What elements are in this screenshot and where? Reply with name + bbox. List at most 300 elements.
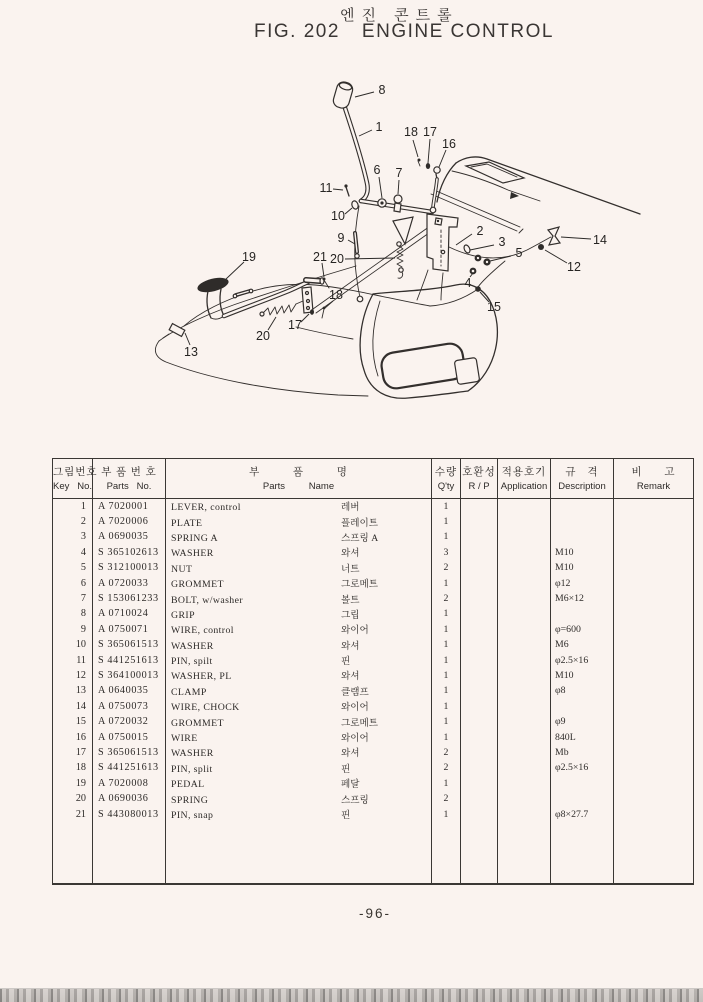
table-row xyxy=(53,575,694,590)
cell-parts-no: A 7020008 xyxy=(93,776,166,791)
callout-number-8: 8 xyxy=(378,83,386,97)
page-title-korean: 엔진 콘트롤 xyxy=(340,7,459,24)
cell-parts-name xyxy=(166,745,432,760)
cell-description xyxy=(551,699,614,714)
cell-key-no: 19 xyxy=(53,776,93,791)
callout-number-18: 18 xyxy=(329,288,343,302)
cell-parts-name xyxy=(166,622,432,637)
cell-application xyxy=(498,545,551,560)
leader-line-1 xyxy=(359,130,372,136)
cell-remark xyxy=(614,545,694,560)
table-row xyxy=(53,499,694,514)
cell-parts-no: A 0750015 xyxy=(93,729,166,744)
cell-application xyxy=(498,745,551,760)
cell-rp xyxy=(461,760,498,775)
cell-parts-name xyxy=(166,714,432,729)
cell-parts-no: A 0750073 xyxy=(93,699,166,714)
leader-line-19 xyxy=(226,262,244,279)
right-cable xyxy=(430,227,560,306)
leader-line-18 xyxy=(413,140,418,157)
parts-name-korean: 페달 xyxy=(341,779,360,791)
cell-parts-no: S 441251613 xyxy=(93,760,166,775)
parts-name-korean: 그로메트 xyxy=(341,579,379,591)
table-row xyxy=(53,514,694,529)
cell-qty: 1 xyxy=(432,668,461,683)
parts-name-english: CLAMP xyxy=(171,686,207,698)
table-row xyxy=(53,683,694,698)
cell-rp xyxy=(461,745,498,760)
cell-remark xyxy=(614,575,694,590)
leader-line-17 xyxy=(428,139,430,163)
cell-parts-no: A 7020001 xyxy=(93,499,166,514)
cell-description xyxy=(551,514,614,529)
callout-number-20: 20 xyxy=(330,252,344,266)
cell-qty: 2 xyxy=(432,791,461,806)
cell-qty: 1 xyxy=(432,652,461,667)
cell-key-no: 13 xyxy=(53,683,93,698)
cell-parts-name xyxy=(166,806,432,821)
table-row xyxy=(53,760,694,775)
cell-key-no: 2 xyxy=(53,514,93,529)
cell-qty: 1 xyxy=(432,806,461,821)
cell-application xyxy=(498,729,551,744)
callout-number-9: 9 xyxy=(337,231,345,245)
cell-qty: 1 xyxy=(432,714,461,729)
cell-parts-no: S 312100013 xyxy=(93,560,166,575)
cell-rp xyxy=(461,591,498,606)
leader-line-6 xyxy=(379,177,382,198)
cell-parts-name xyxy=(166,683,432,698)
cell-remark xyxy=(614,714,694,729)
parts-name-korean: 와셔 xyxy=(341,748,360,760)
callout-number-20: 20 xyxy=(256,329,270,343)
callout-number-6: 6 xyxy=(373,163,381,177)
parts-name-english: GRIP xyxy=(171,609,195,621)
cell-application xyxy=(498,791,551,806)
cell-description: φ9 xyxy=(551,714,614,729)
table-row xyxy=(53,560,694,575)
cell-parts-name xyxy=(166,514,432,529)
cell-qty: 1 xyxy=(432,499,461,514)
cell-key-no: 12 xyxy=(53,668,93,683)
table-row xyxy=(53,776,694,791)
cell-key-no: 6 xyxy=(53,575,93,590)
mounting-bracket xyxy=(427,214,458,271)
cell-remark xyxy=(614,760,694,775)
parts-name-korean: 플레이트 xyxy=(341,517,379,529)
lever-grip xyxy=(332,80,355,109)
table-row xyxy=(53,529,694,544)
cell-remark xyxy=(614,745,694,760)
col-header-parts-name: 부 품 명 Parts Name xyxy=(166,459,432,499)
cell-qty: 1 xyxy=(432,622,461,637)
cell-application xyxy=(498,760,551,775)
cell-application xyxy=(498,606,551,621)
scan-artifact-band xyxy=(0,988,703,1002)
table-row xyxy=(53,637,694,652)
cell-rp xyxy=(461,729,498,744)
leader-line-2 xyxy=(456,234,472,245)
cell-application xyxy=(498,652,551,667)
cell-qty: 2 xyxy=(432,560,461,575)
leader-line-11 xyxy=(333,189,343,190)
col-header-rp: 호환성 R / P xyxy=(461,459,498,499)
cell-parts-name xyxy=(166,776,432,791)
leader-line-18 xyxy=(325,301,333,308)
parts-name-korean: 너트 xyxy=(341,563,360,575)
parts-name-english: SPRING A xyxy=(171,532,219,544)
cell-parts-name xyxy=(166,575,432,590)
cell-rp xyxy=(461,668,498,683)
parts-name-english: WASHER xyxy=(171,640,214,652)
parts-name-korean: 레버 xyxy=(341,502,360,514)
parts-name-english: NUT xyxy=(171,563,193,575)
cell-parts-name xyxy=(166,529,432,544)
parts-name-korean: 와이어 xyxy=(341,733,369,745)
table-row xyxy=(53,729,694,744)
pedal-assembly xyxy=(196,275,329,319)
cell-parts-no: A 0710024 xyxy=(93,606,166,621)
cell-qty: 1 xyxy=(432,699,461,714)
parts-name-korean: 핀 xyxy=(341,810,351,821)
cell-rp xyxy=(461,714,498,729)
table-row xyxy=(53,714,694,729)
cell-remark xyxy=(614,668,694,683)
figure-label: FIG. 202 xyxy=(254,21,340,42)
leader-line-16 xyxy=(439,150,446,167)
callout-number-15: 15 xyxy=(487,300,501,314)
cell-rp xyxy=(461,806,498,821)
cell-description: 840L xyxy=(551,729,614,744)
cell-qty: 2 xyxy=(432,745,461,760)
figure-title: ENGINE CONTROL xyxy=(361,21,554,42)
cell-application xyxy=(498,637,551,652)
cell-qty: 1 xyxy=(432,776,461,791)
cell-parts-no: A 0720033 xyxy=(93,575,166,590)
leader-line-13 xyxy=(185,333,190,345)
cell-application xyxy=(498,622,551,637)
cell-description: φ8 xyxy=(551,683,614,698)
center-spring xyxy=(397,242,403,278)
cell-application xyxy=(498,575,551,590)
cell-parts-no: S 365061513 xyxy=(93,637,166,652)
parts-name-korean: 와이어 xyxy=(341,702,369,714)
cell-parts-name xyxy=(166,729,432,744)
cell-key-no: 11 xyxy=(53,652,93,667)
cell-key-no: 5 xyxy=(53,560,93,575)
parts-name-english: WASHER, PL xyxy=(171,671,232,683)
parts-name-english: WASHER xyxy=(171,748,214,760)
cell-application xyxy=(498,668,551,683)
cell-remark xyxy=(614,514,694,529)
cell-key-no: 20 xyxy=(53,791,93,806)
cell-parts-no: S 153061233 xyxy=(93,591,166,606)
cell-qty: 1 xyxy=(432,606,461,621)
parts-name-korean: 와이어 xyxy=(341,625,369,637)
cell-parts-no: A 0750071 xyxy=(93,622,166,637)
parts-name-korean: 볼트 xyxy=(341,594,360,606)
callout-number-1: 1 xyxy=(375,120,383,134)
parts-name-korean: 와셔 xyxy=(341,640,360,652)
cell-parts-name xyxy=(166,606,432,621)
cell-remark xyxy=(614,683,694,698)
page-number: -96- xyxy=(358,906,391,921)
cell-parts-no: S 365102613 xyxy=(93,545,166,560)
cell-rp xyxy=(461,652,498,667)
callout-number-3: 3 xyxy=(498,235,506,249)
cell-parts-no: S 365061513 xyxy=(93,745,166,760)
leader-line-7 xyxy=(398,180,399,194)
parts-name-english: WIRE, CHOCK xyxy=(171,702,240,714)
cell-qty: 1 xyxy=(432,514,461,529)
parts-name-english: PLATE xyxy=(171,517,203,529)
table-empty-space xyxy=(53,822,694,884)
cell-application xyxy=(498,529,551,544)
cell-qty: 3 xyxy=(432,545,461,560)
parts-name-korean: 클램프 xyxy=(341,686,369,698)
cell-application xyxy=(498,806,551,821)
cell-parts-no: A 0720032 xyxy=(93,714,166,729)
parts-name-english: PEDAL xyxy=(171,779,205,791)
cell-key-no: 10 xyxy=(53,637,93,652)
cell-key-no: 7 xyxy=(53,591,93,606)
cell-remark xyxy=(614,499,694,514)
cell-parts-no: A 0690036 xyxy=(93,791,166,806)
cell-rp xyxy=(461,699,498,714)
cell-key-no: 1 xyxy=(53,499,93,514)
table-header-row xyxy=(53,459,694,499)
callout-number-17: 17 xyxy=(288,318,302,332)
cell-remark xyxy=(614,652,694,667)
cell-remark xyxy=(614,529,694,544)
cell-remark xyxy=(614,591,694,606)
callout-number-16: 16 xyxy=(442,137,456,151)
cell-key-no: 8 xyxy=(53,606,93,621)
leader-line-12 xyxy=(545,250,567,263)
parts-table-body xyxy=(53,499,694,884)
table-row xyxy=(53,591,694,606)
callout-number-18: 18 xyxy=(404,125,418,139)
cell-key-no: 21 xyxy=(53,806,93,821)
cell-parts-no: A 0640035 xyxy=(93,683,166,698)
parts-name-english: PIN, snap xyxy=(171,810,214,821)
leader-line-21 xyxy=(322,263,324,277)
cell-remark xyxy=(614,806,694,821)
cell-description: φ2.5×16 xyxy=(551,652,614,667)
col-header-remark: 비 고 Remark xyxy=(614,459,694,499)
parts-name-korean: 핀 xyxy=(341,763,351,775)
col-header-description: 규 격 Description xyxy=(551,459,614,499)
col-header-application: 적용호기 Application xyxy=(498,459,551,499)
cell-parts-name xyxy=(166,652,432,667)
cell-remark xyxy=(614,699,694,714)
cell-parts-name xyxy=(166,560,432,575)
cell-description: M6 xyxy=(551,637,614,652)
cell-rp xyxy=(461,560,498,575)
cell-qty: 1 xyxy=(432,575,461,590)
parts-name-english: GROMMET xyxy=(171,717,224,729)
cell-key-no: 17 xyxy=(53,745,93,760)
cell-key-no: 15 xyxy=(53,714,93,729)
cell-key-no: 4 xyxy=(53,545,93,560)
cell-rp xyxy=(461,791,498,806)
cell-description xyxy=(551,529,614,544)
cell-application xyxy=(498,514,551,529)
parts-name-korean: 와셔 xyxy=(341,671,360,683)
cell-application xyxy=(498,699,551,714)
cell-parts-name xyxy=(166,545,432,560)
cell-remark xyxy=(614,729,694,744)
cell-key-no: 16 xyxy=(53,729,93,744)
table-row xyxy=(53,699,694,714)
col-header-key-no: 그림번호 Key No. xyxy=(53,459,93,499)
cell-application xyxy=(498,560,551,575)
table-row xyxy=(53,652,694,667)
callout-number-11: 11 xyxy=(319,181,333,195)
parts-name-english: GROMMET xyxy=(171,579,224,591)
cell-parts-name xyxy=(166,668,432,683)
cell-parts-name xyxy=(166,499,432,514)
leader-line-20 xyxy=(345,258,395,259)
cell-parts-no: A 0690035 xyxy=(93,529,166,544)
cell-remark xyxy=(614,606,694,621)
cell-rp xyxy=(461,637,498,652)
cell-parts-no: S 364100013 xyxy=(93,668,166,683)
cell-rp xyxy=(461,514,498,529)
table-row xyxy=(53,606,694,621)
cell-description: M10 xyxy=(551,545,614,560)
cell-parts-no: S 443080013 xyxy=(93,806,166,821)
cell-description: M10 xyxy=(551,668,614,683)
callout-number-10: 10 xyxy=(331,209,345,223)
callout-number-7: 7 xyxy=(395,166,403,180)
cell-description: Mb xyxy=(551,745,614,760)
cell-remark xyxy=(614,776,694,791)
cell-key-no: 14 xyxy=(53,699,93,714)
callout-number-17: 17 xyxy=(423,125,437,139)
cell-remark xyxy=(614,637,694,652)
cell-parts-name xyxy=(166,760,432,775)
cell-description xyxy=(551,499,614,514)
cell-qty: 1 xyxy=(432,529,461,544)
parts-name-english: WASHER xyxy=(171,548,214,560)
cell-rp xyxy=(461,683,498,698)
cell-application xyxy=(498,776,551,791)
table-row xyxy=(53,622,694,637)
callout-number-21: 21 xyxy=(313,250,327,264)
parts-name-english: PIN, split xyxy=(171,763,213,775)
cell-rp xyxy=(461,499,498,514)
cell-key-no: 18 xyxy=(53,760,93,775)
col-header-parts-no: 부 품 번 호 Parts No. xyxy=(93,459,166,499)
cell-rp xyxy=(461,545,498,560)
table-row xyxy=(53,806,694,821)
cell-description: M6×12 xyxy=(551,591,614,606)
cell-parts-no: S 441251613 xyxy=(93,652,166,667)
cell-description xyxy=(551,776,614,791)
callout-number-5: 5 xyxy=(515,246,523,260)
leader-line-8 xyxy=(355,92,374,97)
cell-description: φ12 xyxy=(551,575,614,590)
callout-number-4: 4 xyxy=(464,276,472,290)
cell-remark xyxy=(614,622,694,637)
parts-name-english: LEVER, control xyxy=(171,502,241,514)
cell-rp xyxy=(461,622,498,637)
leader-line-14 xyxy=(561,237,591,239)
cell-description xyxy=(551,791,614,806)
cell-application xyxy=(498,591,551,606)
cell-rp xyxy=(461,575,498,590)
callout-number-13: 13 xyxy=(184,345,198,359)
control-lever xyxy=(332,80,432,212)
parts-diagram xyxy=(0,0,703,460)
cell-description: φ8×27.7 xyxy=(551,806,614,821)
cell-parts-name xyxy=(166,791,432,806)
cell-qty: 2 xyxy=(432,760,461,775)
cell-description xyxy=(551,606,614,621)
cell-application xyxy=(498,714,551,729)
cell-parts-name xyxy=(166,699,432,714)
leader-line-5 xyxy=(490,256,511,261)
cell-application xyxy=(498,499,551,514)
cell-qty: 1 xyxy=(432,729,461,744)
cell-parts-name xyxy=(166,637,432,652)
callout-number-2: 2 xyxy=(476,224,484,238)
cell-remark xyxy=(614,560,694,575)
parts-name-korean: 그립 xyxy=(341,609,360,621)
cell-parts-name xyxy=(166,591,432,606)
parts-name-english: WIRE, control xyxy=(171,625,234,637)
parts-name-english: PIN, spilt xyxy=(171,656,213,668)
parts-table xyxy=(52,458,694,885)
cell-key-no: 3 xyxy=(53,529,93,544)
col-header-qty: 수량 Q'ty xyxy=(432,459,461,499)
cell-parts-no: A 7020006 xyxy=(93,514,166,529)
cell-qty: 2 xyxy=(432,591,461,606)
parts-name-english: WIRE xyxy=(171,733,198,745)
parts-name-korean: 스프링 xyxy=(341,794,369,806)
leader-line-3 xyxy=(470,245,494,250)
leader-line-10 xyxy=(345,208,352,214)
hood-panel xyxy=(431,157,640,233)
cell-rp xyxy=(461,529,498,544)
table-row xyxy=(53,745,694,760)
parts-name-korean: 그로메트 xyxy=(341,717,379,729)
parts-name-english: SPRING xyxy=(171,794,209,806)
cell-qty: 1 xyxy=(432,683,461,698)
leader-line-17 xyxy=(301,314,309,322)
table-row xyxy=(53,545,694,560)
cell-description: M10 xyxy=(551,560,614,575)
table-row xyxy=(53,668,694,683)
cell-remark xyxy=(614,791,694,806)
cell-key-no: 9 xyxy=(53,622,93,637)
table-row xyxy=(53,791,694,806)
callout-number-19: 19 xyxy=(242,250,256,264)
parts-name-korean: 와셔 xyxy=(341,548,360,560)
callout-number-12: 12 xyxy=(567,260,581,274)
callout-number-14: 14 xyxy=(593,233,607,247)
parts-name-korean: 핀 xyxy=(341,656,351,668)
cell-application xyxy=(498,683,551,698)
cell-description: φ=600 xyxy=(551,622,614,637)
cell-qty: 1 xyxy=(432,637,461,652)
cell-rp xyxy=(461,776,498,791)
cell-rp xyxy=(461,606,498,621)
control-wire xyxy=(355,206,363,302)
parts-name-english: BOLT, w/washer xyxy=(171,594,243,606)
upper-link-wire xyxy=(418,159,441,213)
